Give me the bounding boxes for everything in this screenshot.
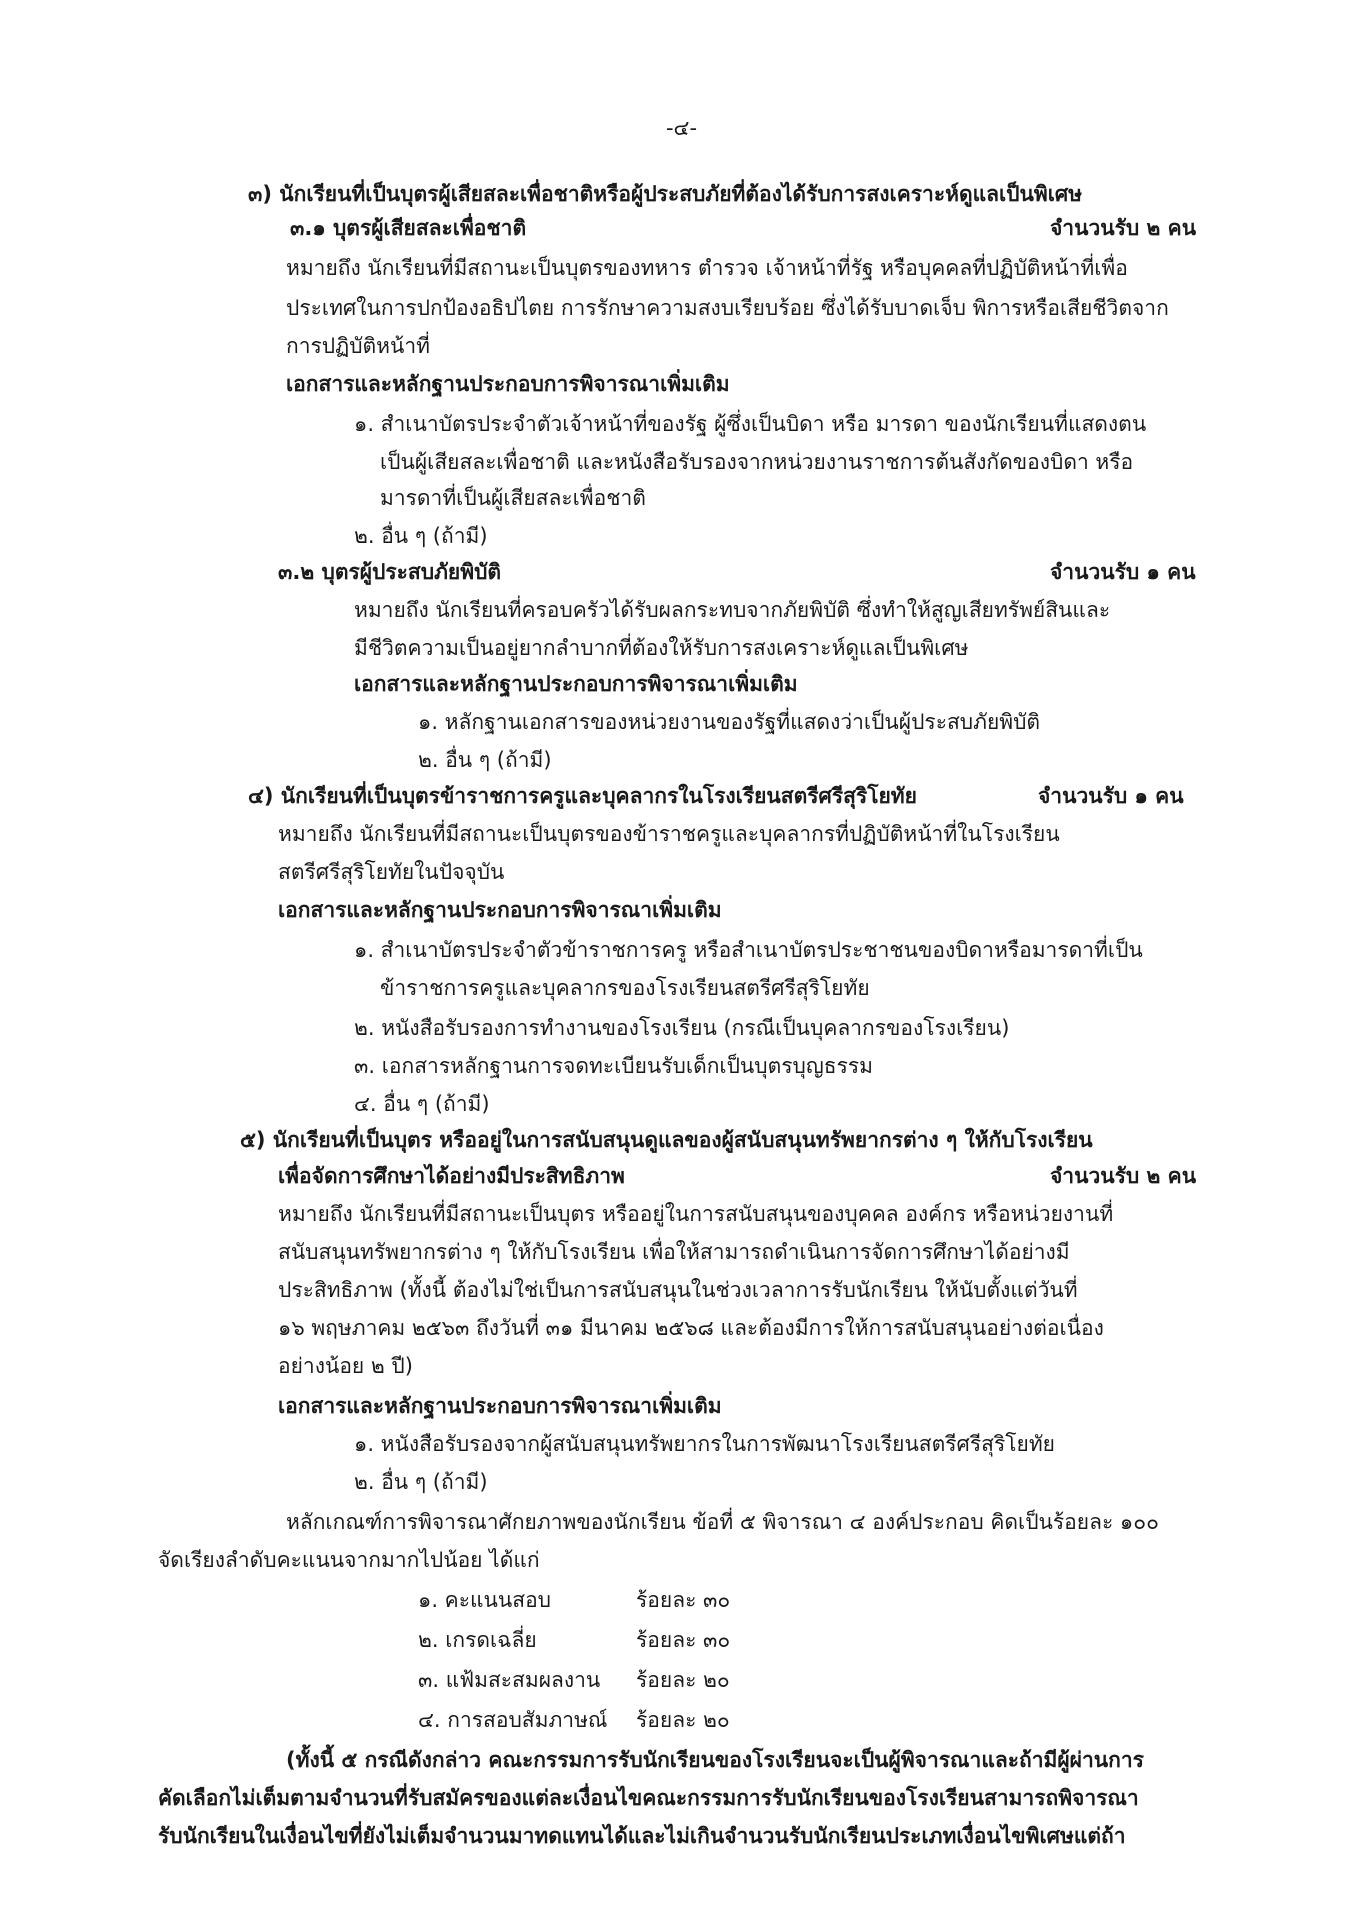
- criteria-item-value: ร้อยละ ๓๐: [636, 1628, 731, 1652]
- page-number: -๔-: [665, 116, 698, 140]
- criteria-item-value: ร้อยละ ๒๐: [636, 1668, 730, 1692]
- section-5-desc-line: อย่างน้อย ๒ ปี): [278, 1354, 413, 1378]
- section-4-doc-item: ๓. เอกสารหลักฐานการจดทะเบียนรับเด็กเป็นบุตรบุญธรรม: [354, 1054, 873, 1078]
- section-4-quota: จำนวนรับ ๑ คน: [1038, 784, 1184, 808]
- section-4-doc-item: ๑. สำเนาบัตรประจำตัวข้าราชการครู หรือสำเนาบัตรประชาชนของบิดาหรือมารดาที่เป็น: [354, 938, 1143, 962]
- section-3-1-doc-item: มารดาที่เป็นผู้เสียสละเพื่อชาติ: [380, 486, 646, 510]
- note-line: รับนักเรียนในเงื่อนไขที่ยังไม่เต็มจำนวนมาทดแทนได้และไม่เกินจำนวนรับนักเรียนประเภทเงื่อนไขพิเศษแต่ถ้า: [158, 1824, 1126, 1848]
- section-5-doc-item: ๑. หนังสือรับรองจากผู้สนับสนุนทรัพยากรในการพัฒนาโรงเรียนสตรีศรีสุริโยทัย: [354, 1432, 1055, 1456]
- section-5-desc-line: สนับสนุนทรัพยากรต่าง ๆ ให้กับโรงเรียน เพื่อให้สามารถดำเนินการจัดการศึกษาได้อย่างมี: [278, 1240, 1070, 1264]
- criteria-item-label: ๓. แฟ้มสะสมผลงาน: [418, 1668, 601, 1692]
- section-3-2-doc-item: ๑. หลักฐานเอกสารของหน่วยงานของรัฐที่แสดงว่าเป็นผู้ประสบภัยพิบัติ: [418, 710, 1041, 734]
- criteria-intro: หลักเกณฑ์การพิจารณาศักยภาพของนักเรียน ข้อที่ ๕ พิจารณา ๔ องค์ประกอบ คิดเป็นร้อยละ ๑๐๐: [286, 1510, 1159, 1534]
- section-5-docs-heading: เอกสารและหลักฐานประกอบการพิจารณาเพิ่มเติม: [278, 1394, 722, 1418]
- section-3-2-desc-line: มีชีวิตความเป็นอยู่ยากลำบากที่ต้องให้รับการสงเคราะห์ดูแลเป็นพิเศษ: [354, 636, 969, 660]
- section-3-heading: ๓) นักเรียนที่เป็นบุตรผู้เสียสละเพื่อชาติหรือผู้ประสบภัยที่ต้องได้รับการสงเคราะห์ดูแลเป็นพิเศษ: [248, 182, 1083, 206]
- section-4-desc-line: หมายถึง นักเรียนที่มีสถานะเป็นบุตรของข้าราชครูและบุคลากรที่ปฏิบัติหน้าที่ในโรงเรียน: [278, 822, 1060, 846]
- note-line: (ทั้งนี้ ๕ กรณีดังกล่าว คณะกรรมการรับนักเรียนของโรงเรียนจะเป็นผู้พิจารณาและถ้ามีผู้ผ่านการ: [286, 1748, 1144, 1772]
- section-4-heading: ๔) นักเรียนที่เป็นบุตรข้าราชการครูและบุคลากรในโรงเรียนสตรีศรีสุริโยทัย: [248, 784, 917, 808]
- section-3-2-quota: จำนวนรับ ๑ คน: [1050, 560, 1196, 584]
- section-3-1-desc-line: ประเทศในการปกป้องอธิปไตย การรักษาความสงบเรียบร้อย ซึ่งได้รับบาดเจ็บ พิการหรือเสียชีวิตจาก: [286, 296, 1169, 320]
- section-3-2-title: ๓.๒ บุตรผู้ประสบภัยพิบัติ: [278, 560, 502, 584]
- section-3-2-doc-item: ๒. อื่น ๆ (ถ้ามี): [418, 748, 552, 772]
- criteria-item-label: ๒. เกรดเฉลี่ย: [418, 1628, 537, 1652]
- section-5-desc-line: หมายถึง นักเรียนที่มีสถานะเป็นบุตร หรืออยู่ในการสนับสนุนของบุคคล องค์กร หรือหน่วยงานที่: [278, 1202, 1114, 1226]
- section-3-1-quota: จำนวนรับ ๒ คน: [1050, 216, 1197, 240]
- section-3-1-docs-heading: เอกสารและหลักฐานประกอบการพิจารณาเพิ่มเติม: [286, 372, 730, 396]
- criteria-item-value: ร้อยละ ๓๐: [636, 1588, 731, 1612]
- section-3-2-docs-heading: เอกสารและหลักฐานประกอบการพิจารณาเพิ่มเติม: [354, 672, 798, 696]
- section-5-heading-cont: เพื่อจัดการศึกษาได้อย่างมีประสิทธิภาพ: [278, 1164, 625, 1188]
- section-5-desc-line: ประสิทธิภาพ (ทั้งนี้ ต้องไม่ใช่เป็นการสนับสนุนในช่วงเวลาการรับนักเรียน ให้นับตั้งแต่วันที่: [278, 1278, 1078, 1302]
- section-3-1-doc-item: เป็นผู้เสียสละเพื่อชาติ และหนังสือรับรองจากหน่วยงานราชการต้นสังกัดของบิดา หรือ: [380, 450, 1134, 474]
- section-4-doc-item: ๒. หนังสือรับรองการทำงานของโรงเรียน (กรณีเป็นบุคลากรของโรงเรียน): [354, 1016, 1010, 1040]
- section-4-doc-item: ข้าราชการครูและบุคลากรของโรงเรียนสตรีศรีสุริโยทัย: [380, 976, 870, 1000]
- section-3-1-desc-line: การปฏิบัติหน้าที่: [286, 334, 431, 358]
- criteria-item-label: ๔. การสอบสัมภาษณ์: [418, 1708, 608, 1732]
- section-3-1-doc-item: ๑. สำเนาบัตรประจำตัวเจ้าหน้าที่ของรัฐ ผู้ซึ่งเป็นบิดา หรือ มารดา ของนักเรียนที่แสดงตน: [354, 412, 1147, 436]
- section-5-quota: จำนวนรับ ๒ คน: [1050, 1164, 1197, 1188]
- section-5-desc-line: ๑๖ พฤษภาคม ๒๕๖๓ ถึงวันที่ ๓๑ มีนาคม ๒๕๖๘ และต้องมีการให้การสนับสนุนอย่างต่อเนื่อง: [278, 1316, 1104, 1340]
- criteria-item-label: ๑. คะแนนสอบ: [418, 1588, 552, 1612]
- section-3-1-desc-line: หมายถึง นักเรียนที่มีสถานะเป็นบุตรของทหาร ตำรวจ เจ้าหน้าที่รัฐ หรือบุคคลที่ปฏิบัติหน้าที่เพื่อ: [286, 256, 1128, 280]
- section-4-desc-line: สตรีศรีสุริโยทัยในปัจจุบัน: [278, 860, 505, 884]
- section-3-2-desc-line: หมายถึง นักเรียนที่ครอบครัวได้รับผลกระทบจากภัยพิบัติ ซึ่งทำให้สูญเสียทรัพย์สินและ: [354, 598, 1111, 622]
- section-4-doc-item: ๔. อื่น ๆ (ถ้ามี): [354, 1092, 490, 1116]
- section-3-1-title: ๓.๑ บุตรผู้เสียสละเพื่อชาติ: [290, 216, 527, 240]
- section-5-heading: ๕) นักเรียนที่เป็นบุตร หรืออยู่ในการสนับสนุนดูแลของผู้สนับสนุนทรัพยากรต่าง ๆ ให้กับโรงเรียน: [240, 1128, 1093, 1152]
- criteria-intro-cont: จัดเรียงลำดับคะแนนจากมากไปน้อย ได้แก่: [158, 1548, 540, 1572]
- section-4-docs-heading: เอกสารและหลักฐานประกอบการพิจารณาเพิ่มเติม: [278, 898, 722, 922]
- note-line: คัดเลือกไม่เต็มตามจำนวนที่รับสมัครของแต่ละเงื่อนไขคณะกรรมการรับนักเรียนของโรงเรียนสามารถพิจารณา: [158, 1786, 1139, 1810]
- section-5-doc-item: ๒. อื่น ๆ (ถ้ามี): [354, 1470, 488, 1494]
- section-3-1-doc-item: ๒. อื่น ๆ (ถ้ามี): [354, 524, 488, 548]
- criteria-item-value: ร้อยละ ๒๐: [636, 1708, 730, 1732]
